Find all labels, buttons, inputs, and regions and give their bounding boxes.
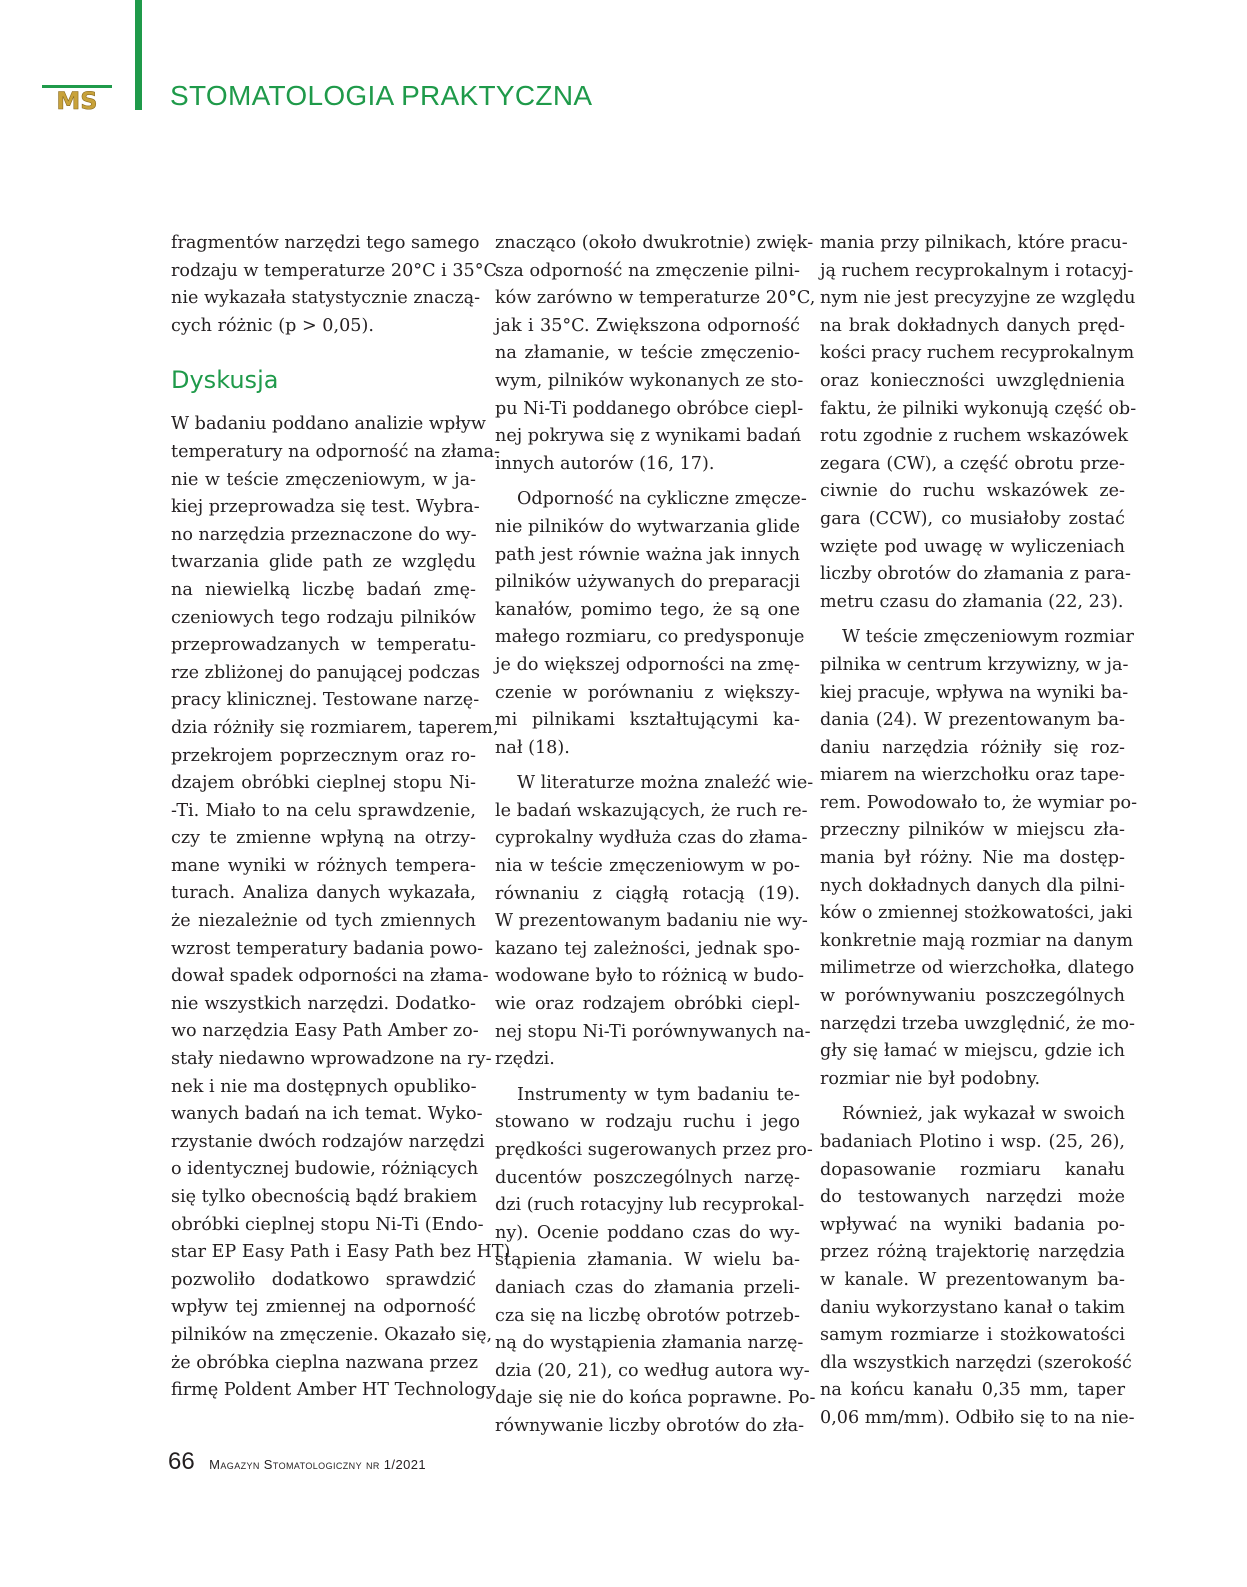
text-line: przez różną trajektorię narzędzia — [820, 1242, 1125, 1263]
text-line: innych autorów (16, 17). — [495, 453, 715, 474]
text-line: Instrumenty w tym badaniu te- — [517, 1084, 800, 1105]
paragraph-discussion — [171, 411, 511, 1404]
text-line: dopasowanie rozmiaru kanału — [820, 1159, 1125, 1180]
magazine-issue: Magazyn Stomatologiczny nr 1/2021 — [209, 1457, 426, 1472]
text-line: wanych badań na ich temat. Wyko- — [171, 1104, 483, 1125]
text-line: prędkości sugerowanych przez pro- — [495, 1140, 813, 1160]
text-line: o identycznej budowie, różniących — [171, 1159, 479, 1180]
text-line: równywanie liczby obrotów do zła- — [495, 1415, 805, 1436]
text-line: rodzaju w temperaturze 20°C i 35°C — [171, 260, 497, 281]
text-line: nie w teście zmęczeniowym, w ja- — [171, 469, 476, 490]
paragraph — [495, 770, 814, 1074]
text-line: dla wszystkich narzędzi (szerokość — [820, 1352, 1132, 1373]
text-line: samym rozmiarze i stożkowatości — [820, 1325, 1125, 1346]
text-line: mania był różny. Nie ma dostęp- — [820, 848, 1125, 869]
text-line: miarem na wierzchołku oraz tape- — [820, 765, 1125, 786]
text-line: dzi (ruch rotacyjny lub recyprokal- — [495, 1195, 805, 1216]
text-line: wpływać na wyniki badania po- — [820, 1214, 1125, 1235]
paragraph — [495, 1082, 816, 1441]
text-line: wodowane było to różnicą w budo- — [495, 966, 804, 987]
text-line: rem. Powodowało to, że wymiar po- — [820, 792, 1138, 813]
text-line: milimetrze od wierzchołka, dlatego — [820, 958, 1135, 979]
text-line: ną do wystąpienia złamania narzę- — [495, 1333, 804, 1354]
text-line: do testowanych narzędzi może — [820, 1187, 1125, 1208]
text-line: kiej przeprowadza się test. Wybra- — [171, 497, 480, 518]
text-line: W teście zmęczeniowym rozmiar — [842, 627, 1134, 648]
text-line: na brak dokładnych danych pręd- — [820, 315, 1125, 336]
text-line: obróbki cieplnej stopu Ni-Ti (Endo- — [171, 1214, 484, 1235]
paragraph — [820, 1101, 1135, 1432]
text-line: czeniowych tego rodzaju pilników — [171, 607, 476, 628]
text-line: je do większej odporności na zmę- — [495, 654, 800, 675]
text-line: sza odporność na zmęczenie pilni- — [495, 260, 800, 281]
text-line: dzajem obróbki cieplnej stopu Ni- — [171, 773, 476, 794]
text-line: stowano w rodzaju ruchu i jego — [495, 1112, 800, 1133]
text-line: cych różnic (p > 0,05). — [171, 315, 374, 336]
text-line: -Ti. Miało to na celu sprawdzenie, — [171, 800, 476, 821]
text-line: pu Ni-Ti poddanego obróbce ciepl- — [495, 398, 804, 419]
text-line: przekrojem poprzecznym oraz ro- — [171, 745, 476, 766]
text-line: pilników używanych do preparacji — [495, 572, 800, 593]
text-line: kiej pracuje, wpływa na wyniki ba- — [820, 682, 1129, 703]
text-line: się tylko obecnością bądź brakiem — [171, 1187, 478, 1207]
text-line: nek i nie ma dostępnych opubliko- — [171, 1076, 477, 1097]
section-title: STOMATOLOGIA PRAKTYCZNA — [170, 80, 593, 111]
text-line: wie oraz rodzajem obróbki ciepl- — [495, 994, 800, 1015]
text-line: rozmiar nie był podobny. — [820, 1068, 1041, 1089]
text-line: daniach czas do złamania przeli- — [495, 1277, 800, 1298]
column-3 — [820, 230, 1138, 1433]
text-line: że obróbka cieplna nazwana przez — [171, 1352, 479, 1373]
column-1 — [171, 230, 511, 1405]
paragraph — [495, 486, 807, 762]
text-line: fragmentów narzędzi tego samego — [171, 233, 480, 253]
text-line: kazano tej zależności, jednak spo- — [495, 938, 800, 959]
heading-discussion: Dyskusja — [171, 366, 279, 395]
text-line: konkretnie mają rozmiar na danym — [820, 930, 1134, 951]
text-line: oraz konieczności uwzględnienia — [820, 370, 1125, 391]
text-line: dania (24). W prezentowanym ba- — [820, 710, 1125, 731]
text-line: ków zarówno w temperaturze 20°C, — [495, 288, 816, 309]
text-line: daje się nie do końca poprawne. Po- — [495, 1388, 816, 1409]
text-line: W badaniu poddano analizie wpływ — [171, 414, 486, 435]
text-line: firmę Poldent Amber HT Technology — [171, 1380, 496, 1401]
text-line: metru czasu do złamania (22, 23). — [820, 591, 1124, 612]
text-line: pozwoliło dodatkowo sprawdzić — [171, 1269, 476, 1290]
text-line: daniu wykorzystano kanał o takim — [820, 1297, 1125, 1318]
text-line: czy te zmienne wpłyną na otrzy- — [171, 828, 476, 849]
text-line: rze zbliżonej do panującej podczas — [171, 662, 480, 683]
text-line: 0,06 mm/mm). Odbiło się to na nie- — [820, 1407, 1135, 1428]
text-line: ducentów poszczególnych narzę- — [495, 1167, 800, 1188]
text-line: w porównywaniu poszczególnych — [820, 986, 1125, 1007]
text-line: znacząco (około dwukrotnie) zwięk- — [495, 233, 814, 253]
text-line: cyprokalny wydłuża czas do złama- — [495, 828, 808, 849]
text-line: liczby obrotów do złamania z para- — [820, 564, 1131, 585]
text-line: stąpienia złamania. W wielu ba- — [495, 1250, 800, 1271]
text-line: dzia (20, 21), co według autora wy- — [495, 1360, 810, 1381]
magazine-logo — [42, 85, 112, 111]
text-line: w kanale. W prezentowanym ba- — [820, 1269, 1125, 1290]
text-line: Odporność na cykliczne zmęcze- — [517, 489, 807, 510]
page-number: 66 — [168, 1448, 195, 1475]
paragraph — [495, 230, 816, 478]
text-line: kości pracy ruchem recyprokalnym — [820, 343, 1135, 364]
text-line: ków o zmiennej stożkowatości, jaki — [820, 903, 1133, 924]
text-line: przeczny pilników w miejscu zła- — [820, 820, 1125, 841]
text-line: dzia różniły się rozmiarem, taperem, — [171, 717, 499, 738]
text-line: temperatury na odporność na złama- — [171, 441, 501, 462]
text-line: wzrost temperatury badania powo- — [171, 938, 484, 959]
text-line: nie wykazała statystycznie znaczą- — [171, 288, 481, 309]
text-line: cza się na liczbę obrotów potrzeb- — [495, 1305, 800, 1326]
paragraph-results-end — [171, 230, 497, 340]
text-line: mi pilnikami kształtującymi ka- — [495, 710, 800, 731]
text-line: kanałów, pomimo tego, że są one — [495, 599, 800, 620]
text-line: badaniach Plotino i wsp. (25, 26), — [820, 1132, 1125, 1152]
text-line: nych dokładnych danych dla pilni- — [820, 875, 1125, 896]
paragraph — [820, 624, 1138, 1093]
text-line: le badań wskazujących, że ruch re- — [495, 800, 808, 821]
text-line: mane wyniki w różnych tempera- — [171, 855, 476, 876]
text-line: star EP Easy Path i Easy Path bez HT) — [171, 1242, 511, 1263]
text-line: ny). Ocenie poddano czas do wy- — [495, 1222, 800, 1243]
text-line: Również, jak wykazał w swoich — [842, 1104, 1125, 1125]
text-line: stały niedawno wprowadzone na ry- — [171, 1049, 492, 1070]
text-line: ją ruchem recyprokalnym i rotacyj- — [820, 260, 1134, 281]
page-footer — [168, 1448, 426, 1476]
text-line: pilników na zmęczenie. Okazało się, — [171, 1324, 493, 1345]
text-line: mania przy pilnikach, które pracu- — [820, 233, 1128, 253]
column-2 — [495, 230, 816, 1441]
text-line: przeprowadzanych w temperatu- — [171, 635, 476, 656]
paragraph — [820, 230, 1137, 616]
text-line: path jest równie ważna jak innych — [495, 544, 800, 565]
text-line: turach. Analiza danych wykazała, — [171, 883, 476, 904]
text-line: wpływ tej zmiennej na odporność — [171, 1297, 476, 1318]
logo-text: MS — [56, 87, 98, 111]
text-line: pracy klinicznej. Testowane narzę- — [171, 690, 480, 711]
text-line: W prezentowanym badaniu nie wy- — [495, 911, 808, 932]
text-line: daniu narzędzia różniły się roz- — [820, 737, 1125, 758]
text-line: W literaturze można znaleźć wie- — [517, 773, 814, 794]
text-line: nał (18). — [495, 737, 570, 758]
text-line: faktu, że pilniki wykonują część ob- — [820, 398, 1137, 419]
text-line: rzędzi. — [495, 1049, 555, 1070]
text-line: małego rozmiaru, co predysponuje — [495, 627, 805, 648]
text-line: rzystanie dwóch rodzajów narzędzi — [171, 1131, 485, 1152]
text-line: że niezależnie od tych zmiennych — [171, 911, 476, 932]
text-line: rotu zgodnie z ruchem wskazówek — [820, 426, 1129, 447]
text-line: nej pokrywa się z wynikami badań — [495, 426, 802, 447]
text-line: jak i 35°C. Zwiększona odporność — [495, 315, 800, 336]
text-line: wo narzędzia Easy Path Amber zo- — [171, 1021, 479, 1042]
text-line: czenie w porównaniu z większy- — [495, 682, 800, 703]
text-line: nej stopu Ni-Ti porównywanych na- — [495, 1021, 811, 1042]
header-accent-bar — [135, 0, 142, 110]
text-line: nie pilników do wytwarzania glide — [495, 516, 800, 537]
text-line: ciwnie do ruchu wskazówek ze- — [820, 481, 1125, 502]
text-line: wym, pilników wykonanych ze sto- — [495, 370, 804, 391]
text-line: zegara (CW), a część obrotu prze- — [820, 453, 1125, 474]
text-line: no narzędzia przeznaczone do wy- — [171, 524, 477, 545]
text-line: na niewielką liczbę badań zmę- — [171, 579, 476, 600]
text-line: na złamanie, w teście zmęczenio- — [495, 343, 800, 364]
text-line: dował spadek odporności na złama- — [171, 966, 489, 987]
text-line: pilnika w centrum krzywizny, w ja- — [820, 654, 1129, 675]
text-line: wzięte pod uwagę w wyliczeniach — [820, 536, 1125, 557]
text-line: nym nie jest precyzyjne ze względu — [820, 288, 1136, 309]
text-line: gły się łamać w miejscu, gdzie ich — [820, 1041, 1125, 1062]
text-line: nie wszystkich narzędzi. Dodatko- — [171, 993, 476, 1014]
text-line: równaniu z ciągłą rotacją (19). — [495, 883, 800, 904]
text-line: twarzania glide path ze względu — [171, 552, 476, 573]
text-line: na końcu kanału 0,35 mm, taper — [820, 1380, 1125, 1401]
text-line: narzędzi trzeba uwzględnić, że mo- — [820, 1013, 1135, 1034]
text-line: nia w teście zmęczeniowym w po- — [495, 856, 800, 877]
text-line: gara (CCW), co musiałoby zostać — [820, 508, 1125, 529]
